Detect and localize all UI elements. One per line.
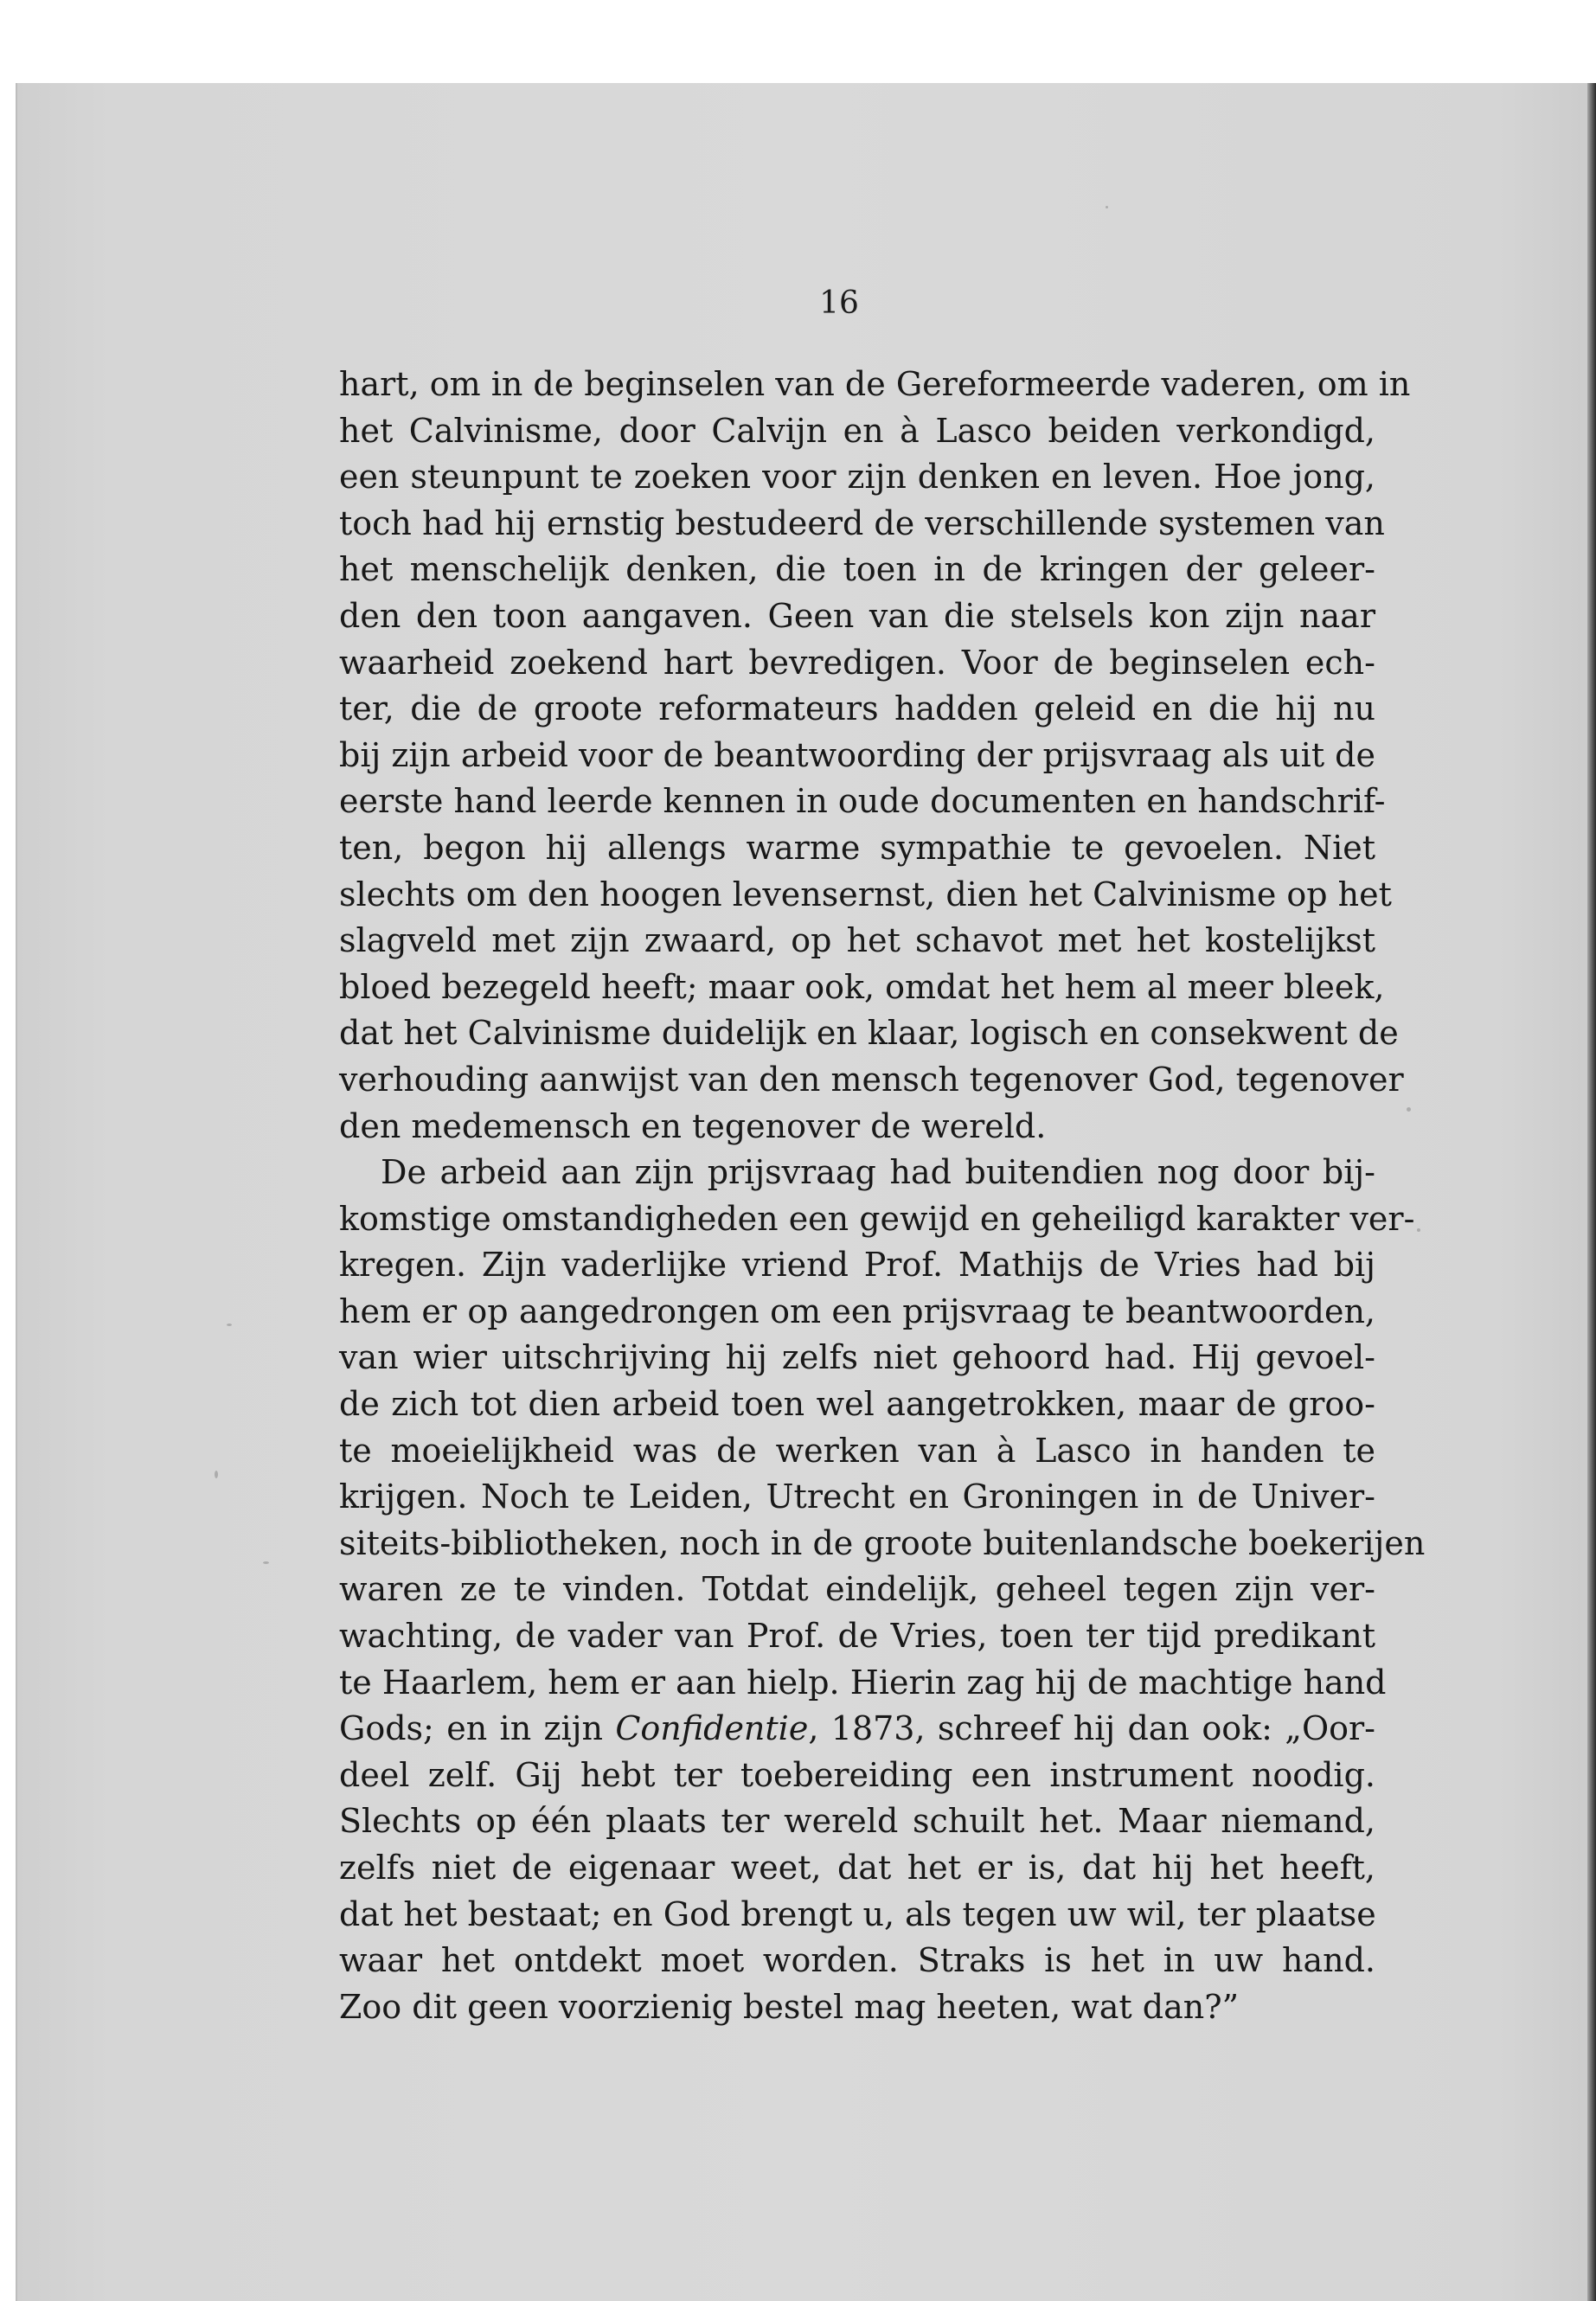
text-segment: , 1873, schreef hij dan ook: „Oor- — [808, 1709, 1375, 1748]
paper-speck — [263, 1561, 269, 1564]
text-line: toch had hij ernstig bestudeerd de verschillende systemen van — [339, 503, 1385, 542]
text-line: dat het bestaat; en God brengt u, als tegen uw wil, ter plaatse — [339, 1894, 1376, 1933]
text-line: bloed bezegeld heeft; maar ook, omdat het hem al meer bleek, — [339, 967, 1385, 1006]
text-line: kregen. Zijn vaderlijke vriend Prof. Mathijs de Vries had bij — [339, 1246, 1375, 1285]
paper-speck — [1407, 1107, 1411, 1112]
paper-speck — [227, 1324, 232, 1326]
text-line: zelfs niet de eigenaar weet, dat het er is, dat hij het heeft, — [339, 1849, 1375, 1887]
text-line: het Calvinisme, door Calvijn en à Lasco beiden verkondigd, — [339, 411, 1375, 450]
text-line: slagveld met zijn zwaard, op het schavot met het kostelijkst — [339, 921, 1375, 960]
text-line: De arbeid aan zijn prijsvraag had buitendien nog door bij- — [381, 1153, 1375, 1192]
text-line: het menschelijk denken, die toen in de kringen der geleer- — [339, 550, 1375, 589]
text-line: hem er op aangedrongen om een prijsvraag te beantwoorden, — [339, 1292, 1375, 1330]
text-line: deel zelf. Gij hebt ter toebereiding een instrument noodig. — [339, 1755, 1375, 1794]
text-line: Slechts op één plaats ter wereld schuilt het. Maar niemand, — [339, 1802, 1375, 1841]
text-line: waren ze te vinden. Totdat eindelijk, geheel tegen zijn ver- — [339, 1570, 1375, 1609]
text-line: een steunpunt te zoeken voor zijn denken en leven. Hoe jong, — [339, 458, 1375, 497]
text-line: ten, begon hij allengs warme sympathie te gevoelen. Niet — [339, 828, 1375, 867]
text-line: hart, om in de beginselen van de Gereformeerde vaderen, om in — [339, 365, 1411, 403]
text-line: wachting, de vader van Prof. de Vries, toen ter tijd predikant — [339, 1617, 1375, 1656]
text-line: waarheid zoekend hart bevredigen. Voor de beginselen ech- — [339, 643, 1375, 682]
text-segment: Gods; en in zijn — [339, 1709, 616, 1748]
text-line: slechts om den hoogen levensernst, dien het Calvinisme op het — [339, 875, 1392, 913]
paper-speck — [215, 1471, 218, 1478]
text-line: den den toon aangaven. Geen van die stelsels kon zijn naar — [339, 596, 1375, 635]
text-line: komstige omstandigheden een gewijd en geheiligd karakter ver- — [339, 1199, 1415, 1238]
text-line: siteits-bibliotheken, noch in de groote buitenlandsche boekerijen — [339, 1523, 1426, 1562]
text-line: dat het Calvinisme duidelijk en klaar, logisch en consekwent de — [339, 1014, 1399, 1053]
text-line: eerste hand leerde kennen in oude documenten en handschrif- — [339, 782, 1386, 821]
text-line: van wier uitschrijving hij zelfs niet gehoord had. Hij gevoel- — [339, 1338, 1375, 1377]
text-line: Zoo dit geen voorzienig bestel mag heeten, wat dan?” — [339, 1987, 1240, 2026]
page-edge-shadow — [1587, 83, 1596, 2301]
text-line-with-italic — [339, 1706, 1375, 1753]
text-line: te Haarlem, hem er aan hielp. Hierin zag hij de machtige hand — [339, 1663, 1387, 1702]
text-line: den medemensch en tegenover de wereld. — [339, 1106, 1047, 1145]
text-line: ter, die de groote reformateurs hadden geleid en die hij nu — [339, 689, 1375, 728]
paper-speck — [1106, 206, 1108, 208]
text-line: krijgen. Noch te Leiden, Utrecht en Groningen in de Univer- — [339, 1477, 1375, 1516]
body-text — [339, 362, 1426, 2030]
paper-speck — [1417, 1228, 1420, 1232]
text-line: te moeielijkheid was de werken van à Lasco in handen te — [339, 1431, 1375, 1470]
text-line: waar het ontdekt moet worden. Straks is het in uw hand. — [339, 1941, 1375, 1980]
text-line: de zich tot dien arbeid toen wel aangetrokken, maar de groo- — [339, 1385, 1375, 1424]
italic-title: Confidentie — [615, 1709, 809, 1748]
page-number: 16 — [819, 285, 859, 321]
text-line: bij zijn arbeid voor de beantwoording der prijsvraag als uit de — [339, 735, 1375, 774]
text-line: verhouding aanwijst van den mensch tegenover God, tegenover — [339, 1060, 1404, 1099]
